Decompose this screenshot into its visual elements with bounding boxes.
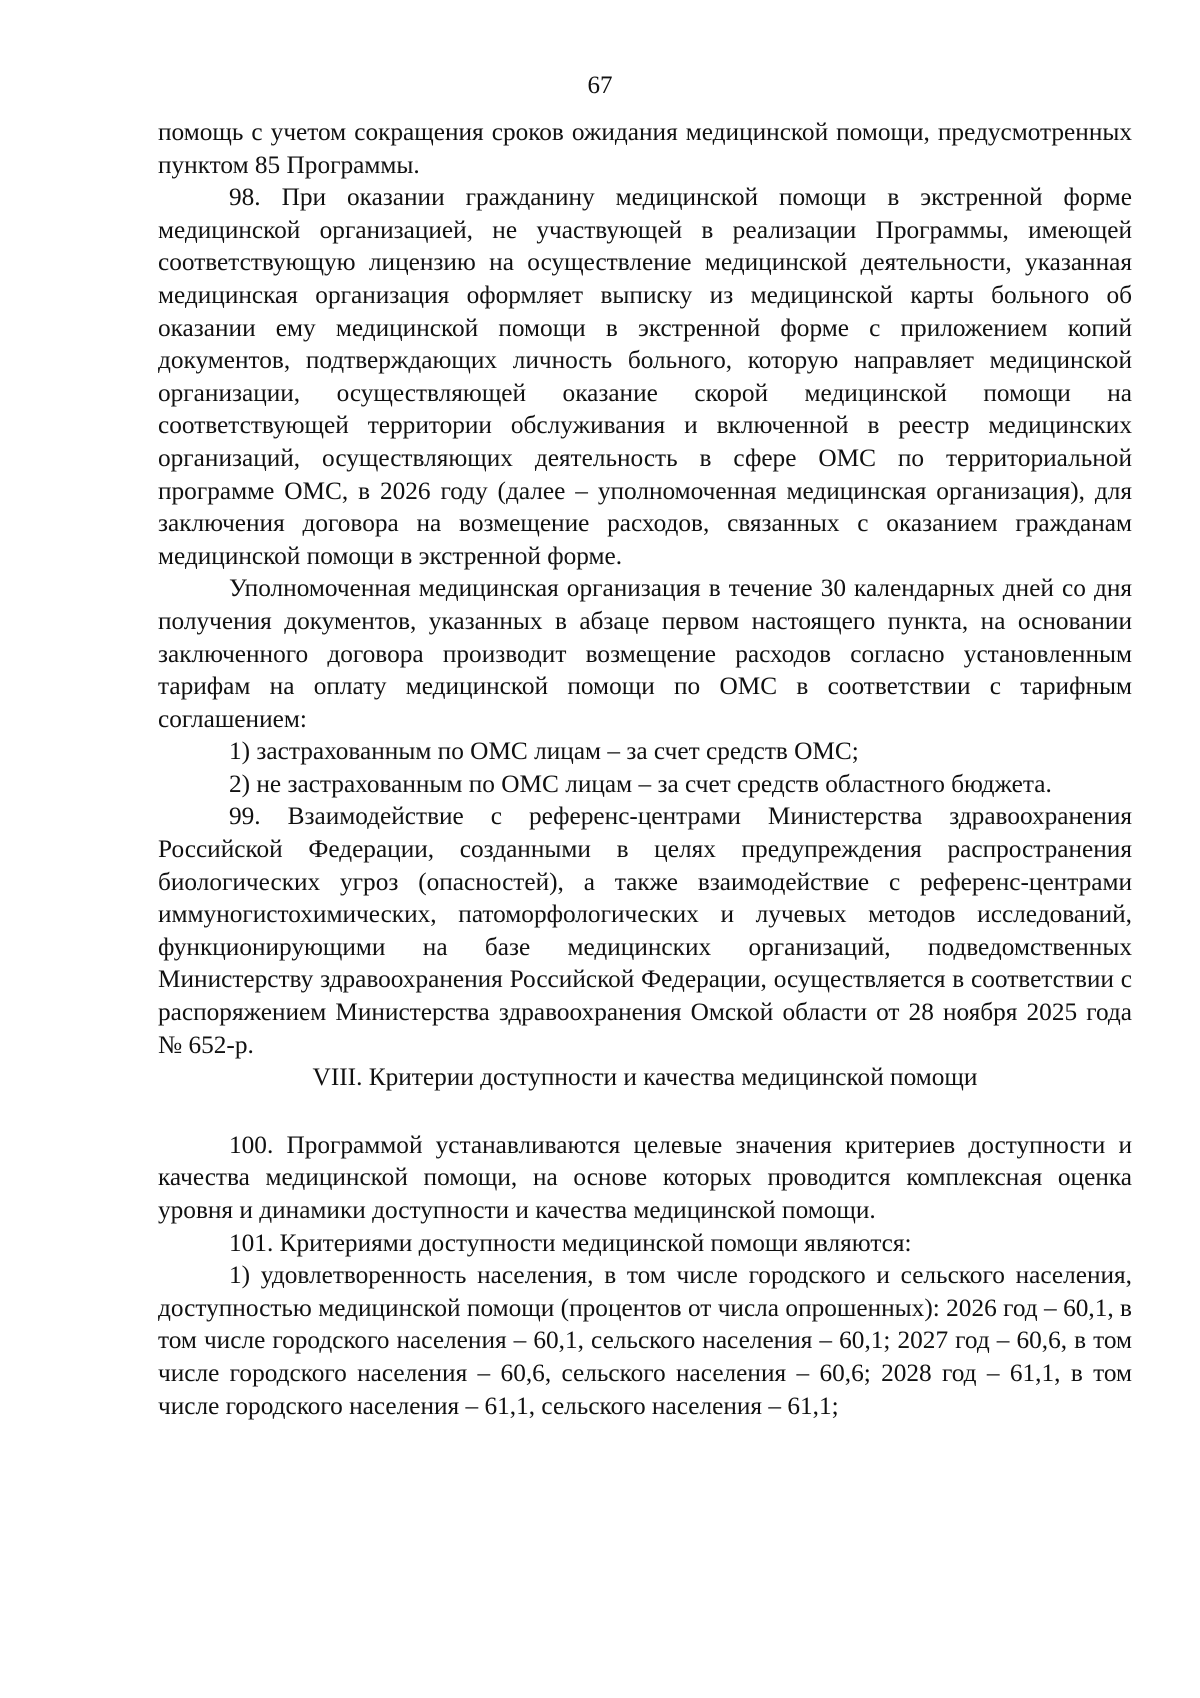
paragraph-99: 99. Взаимодействие с референс-центрами Министерства здравоохранения Российской Федерации, созданными в целях предупреждения распространения биологических угроз (опасностей), а также взаимодействие с референс-центрами иммуногистохимических, патоморфологических и лучевых методов исследований, функционирующими на базе медицинских организаций, подведомственных Министерству здравоохранения Российской Федерации, осуществляется в соответствии с распоряжением Министерства здравоохранения Омской области от 28 ноября 2025 года № 652-р. xyxy=(158,802,1132,1059)
paragraph-authorized-organization: Уполномоченная медицинская организация в течение 30 календарных дней со дня получения документов, указанных в абзаце первом настоящего пункта, на основании заключенного договора производит возмещение расходов согласно установленным тарифам на оплату медицинской помощи по ОМС в соответствии с тарифным соглашением: xyxy=(158,574,1132,733)
page-number: 67 xyxy=(587,72,613,99)
list-item-2: 2) не застрахованным по ОМС лицам – за счет средств областного бюджета. xyxy=(229,769,1052,798)
paragraph-101: 101. Критериями доступности медицинской помощи являются: xyxy=(229,1228,912,1257)
criteria-item-1: 1) удовлетворенность населения, в том числе городского и сельского населения, доступностью медицинской помощи (процентов от числа опрошенных): 2026 год – 60,1, в том числе городского населения – 60,1, сельского населения – 60,1; 2027 год – 60,6, в том числе городского населения – 60,6, сельского населения – 60,6; 2028 год – 61,1, в том числе городского населения – 61,1, сельского населения – 61,1; xyxy=(158,1261,1132,1420)
list-item-1: 1) застрахованным по ОМС лицам – за счет средств ОМС; xyxy=(229,737,859,766)
paragraph-98: 98. При оказании гражданину медицинской помощи в экстренной форме медицинской организацией, не участвующей в реализации Программы, имеющей соответствующую лицензию на осуществление медицинской деятельности, указанная медицинская организация оформляет выписку из медицинской карты больного об оказании ему медицинской помощи в экстренной форме с приложением копий документов, подтверждающих личность больного, которую направляет медицинской организации, осуществляющей оказание скорой медицинской помощи на соответствующей территории обслуживания и включенной в реестр медицинских организаций, осуществляющих деятельность в сфере ОМС по территориальной программе ОМС, в 2026 году (далее – уполномоченная медицинская организация), для заключения договора на возмещение расходов, связанных с оказанием гражданам медицинской помощи в экстренной форме. xyxy=(158,183,1132,570)
section-heading: VIII. Критерии доступности и качества медицинской помощи xyxy=(312,1063,978,1092)
document-body xyxy=(158,116,1132,1422)
paragraph-100: 100. Программой устанавливаются целевые значения критериев доступности и качества медицинской помощи, на основе которых проводится комплексная оценка уровня и динамики доступности и качества медицинской помощи. xyxy=(158,1130,1132,1224)
paragraph-continuation: помощь с учетом сокращения сроков ожидания медицинской помощи, предусмотренных пунктом 85 Программы. xyxy=(158,118,1132,179)
